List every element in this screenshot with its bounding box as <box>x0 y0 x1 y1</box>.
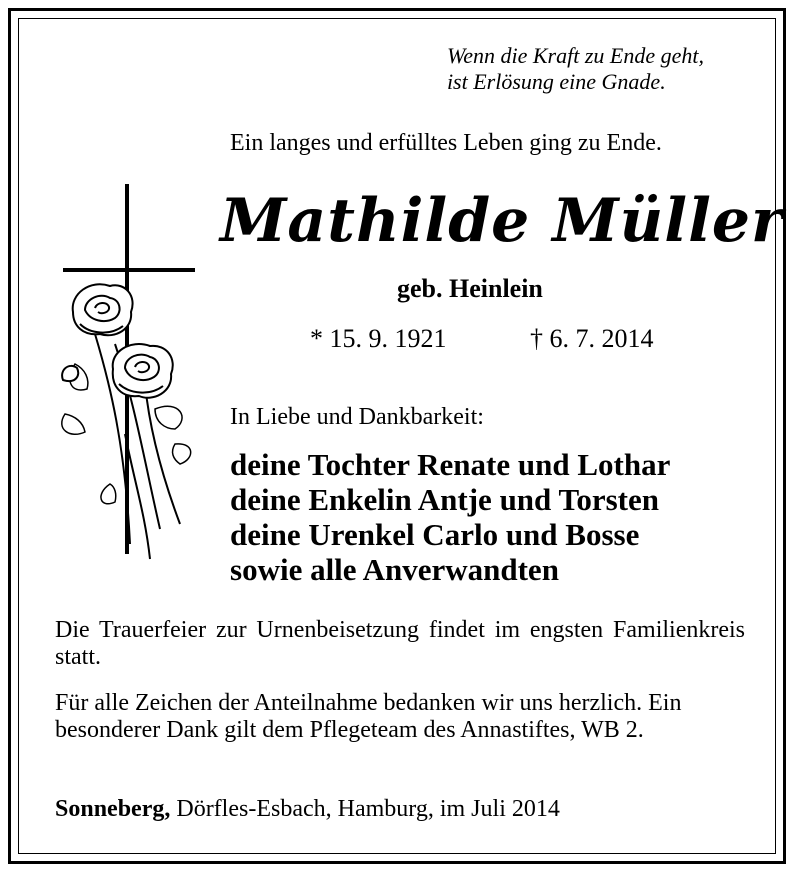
intro-text: Ein langes und erfülltes Leben ging zu Ende. <box>230 130 662 156</box>
thanks-intro: In Liebe und Dankbarkeit: <box>230 404 484 430</box>
family-list <box>230 447 670 587</box>
death-date: † 6. 7. 2014 <box>530 324 654 353</box>
deceased-name: Mathilde Müller <box>220 186 784 256</box>
cross-with-roses-icon <box>55 184 200 569</box>
birth-date: * 15. 9. 1921 <box>310 324 447 353</box>
family-line: deine Enkelin Antje und Torsten <box>230 482 659 517</box>
signature-place: Sonneberg, <box>55 796 171 822</box>
funeral-info: Die Trauerfeier zur Urnenbeisetzung findet im engsten Familienkreis statt. <box>55 617 745 670</box>
family-line: sowie alle Anverwandten <box>230 552 559 587</box>
motto-line-1: Wenn die Kraft zu Ende geht, <box>446 43 704 68</box>
family-line: deine Urenkel Carlo und Bosse <box>230 517 640 552</box>
maiden-name: geb. Heinlein <box>397 274 543 303</box>
thanks-paragraph: Für alle Zeichen der Anteilnahme bedanken wir uns herzlich. Ein besonderer Dank gilt dem Pflegeteam des Annastiftes, WB 2. <box>55 690 682 743</box>
signature-rest: Dörfles-Esbach, Hamburg, im Juli 2014 <box>170 796 560 822</box>
motto <box>447 43 704 95</box>
signature-line <box>55 796 560 823</box>
family-line: deine Tochter Renate und Lothar <box>230 447 671 482</box>
motto-line-2: ist Erlösung eine Gnade. <box>446 69 666 94</box>
